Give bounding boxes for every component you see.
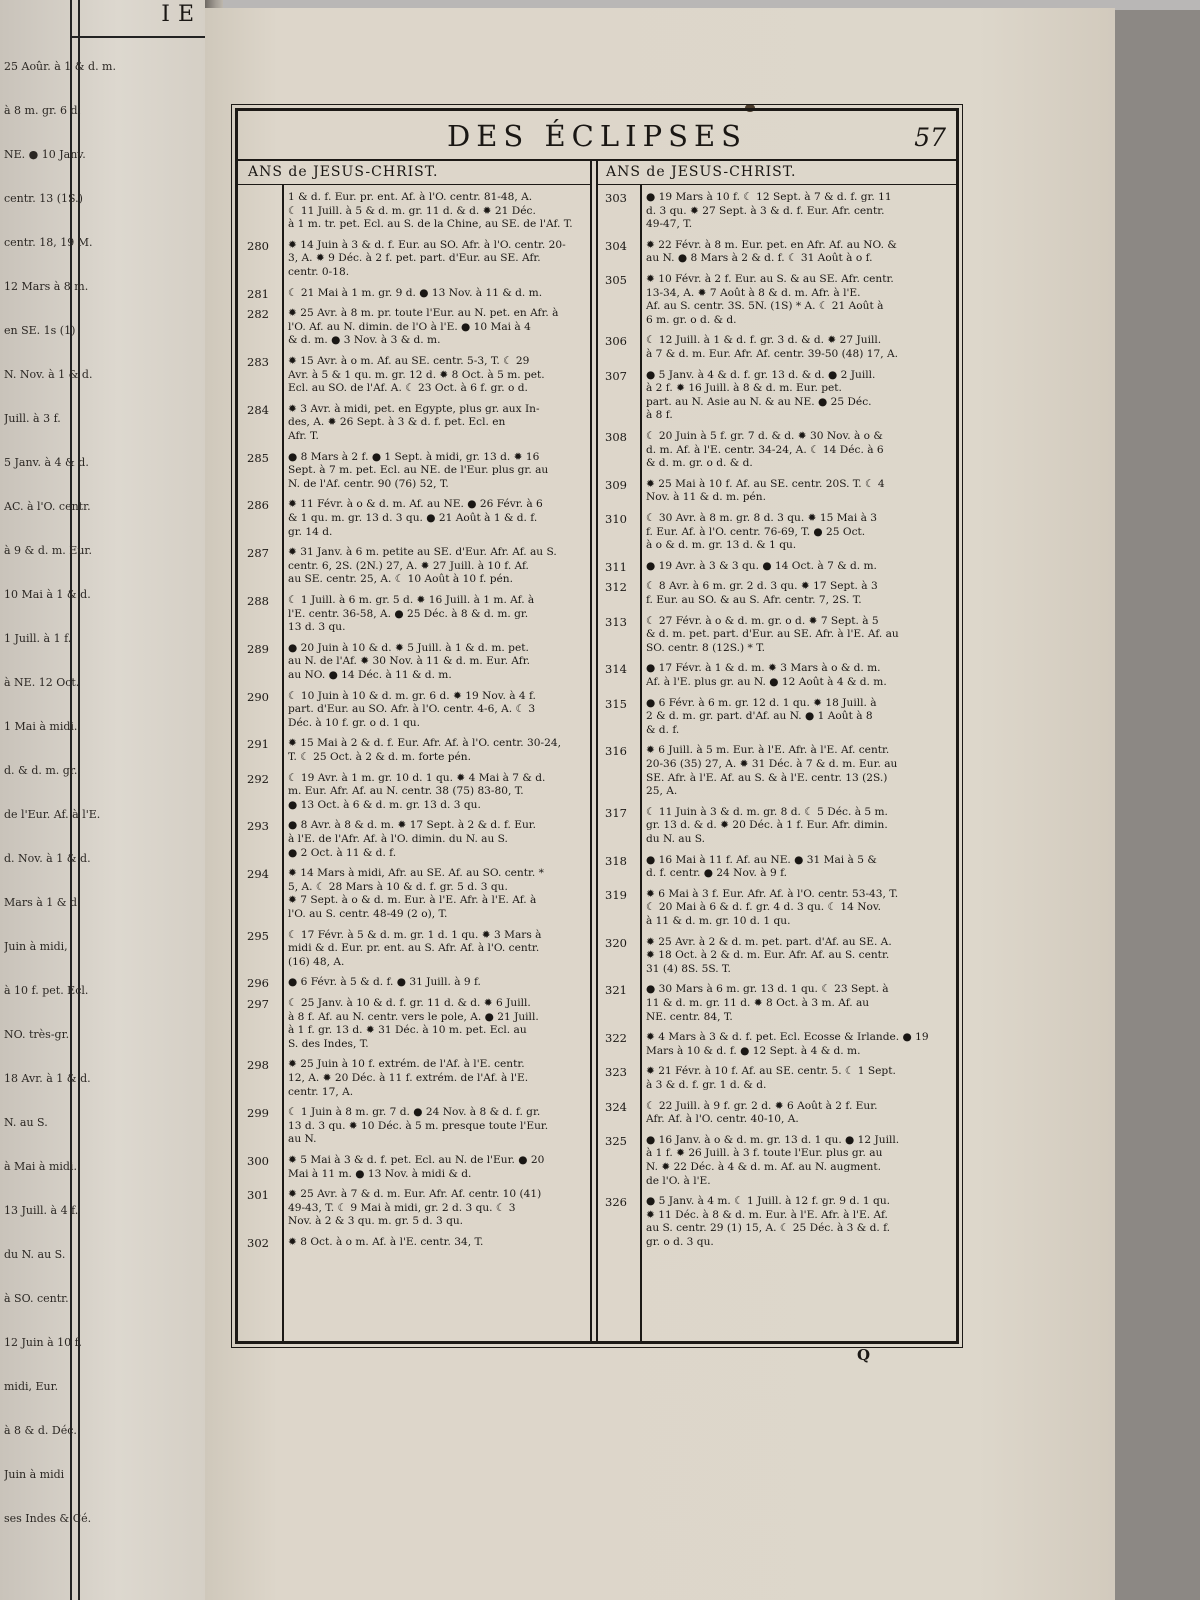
eclipse-text-line: 6 m. gr. o d. & d. [646, 313, 737, 326]
eclipse-text-line: ● 6 Févr. à 5 & d. f. ● 31 Juill. à 9 f. [288, 976, 481, 989]
year-number: 309 [605, 477, 627, 492]
facing-page [0, 0, 215, 1600]
eclipse-text-line: ☾ 27 Févr. à o & d. m. gr. o d. ✹ 7 Sept. à 5 [646, 614, 879, 627]
eclipse-text-line: 5, A. ☾ 28 Mars à 10 & d. f. gr. 5 d. 3 qu. [288, 880, 508, 893]
year-number: 300 [247, 1154, 269, 1168]
eclipse-text [288, 929, 584, 970]
eclipse-text-line: ● 19 Avr. à 3 & 3 qu. ● 14 Oct. à 7 & d. m. [646, 559, 877, 572]
eclipse-text-line: ☾ 25 Janv. à 10 & d. f. gr. 11 d. & d. ✹ 6 Juill. [288, 997, 531, 1009]
eclipse-text [288, 451, 584, 492]
eclipse-text-line: 49-47, T. [646, 218, 693, 231]
eclipse-text-line: ☾ 10 Juin à 10 & d. m. gr. 6 d. ✹ 19 Nov. à 4 f. [288, 689, 536, 702]
eclipse-text-line: m. Eur. Afr. Af. au N. centr. 38 (75) 83-80, T. [288, 785, 524, 798]
facing-page-line: N. Nov. à 1 & d. [4, 368, 93, 381]
eclipse-text-line: ✹ 6 Juill. à 5 m. Eur. à l'E. Afr. à l'E. Af. centr. [646, 744, 890, 757]
facing-page-line: à 10 f. pet. Ecl. [4, 984, 89, 997]
eclipse-text-line: d. f. centr. ● 24 Nov. à 9 f. [646, 867, 787, 880]
eclipse-text-line: au N. ● 8 Mars à 2 & d. f. ☾ 31 Août à o f. [646, 252, 873, 265]
eclipse-text-line: d. m. Af. à l'E. centr. 34-24, A. ☾ 14 Déc. à 6 [646, 443, 884, 456]
eclipse-text-line: à 1 f. gr. 13 d. ✹ 31 Déc. à 10 m. pet. Ecl. au [288, 1024, 527, 1037]
eclipse-text-line: f. Eur. Af. à l'O. centr. 76-69, T. ● 25 Oct. [646, 525, 866, 538]
year-number: 316 [605, 744, 627, 759]
eclipse-text-line: l'O. Af. au N. dimin. de l'O à l'E. ● 10 Mai à 4 [288, 320, 531, 333]
year-number: 308 [605, 430, 627, 444]
eclipse-text-line: ● 30 Mars à 6 m. gr. 13 d. 1 qu. ☾ 23 Sept. à [646, 983, 889, 996]
year-number: 319 [605, 887, 627, 902]
year-number: 289 [247, 641, 269, 656]
eclipse-text-line: ☾ 11 Juill. à 5 & d. m. gr. 11 d. & d. ✹ 21 Déc. [288, 204, 536, 217]
eclipse-text-line: ✹ 14 Juin à 3 & d. f. Eur. au SO. Afr. à l'O. centr. 20- [288, 238, 566, 251]
eclipse-text-line: ● 8 Avr. à 8 & d. m. ✹ 17 Sept. à 2 & d. f. Eur. [288, 819, 537, 832]
eclipse-text [646, 560, 950, 574]
eclipse-text [646, 478, 950, 505]
facing-page-line: de l'Eur. Af. à l'E. [4, 808, 101, 821]
facing-page-line: midi, Eur. [4, 1380, 59, 1393]
eclipse-text [288, 976, 584, 990]
right-year-rule [640, 185, 642, 1341]
eclipse-text-line: S. des Indes, T. [288, 1037, 369, 1050]
eclipse-text-line: ✹ 8 Oct. à o m. Af. à l'E. centr. 34, T. [288, 1236, 484, 1248]
facing-page-line: Mars à 1 & d. [4, 896, 81, 909]
eclipse-text [288, 642, 584, 683]
right-column [596, 159, 956, 1341]
eclipse-text-line: ✹ 25 Mai à 10 f. Af. au SE. centr. 20S. T. ☾ 4 [646, 477, 885, 490]
year-number: 304 [605, 238, 627, 253]
eclipse-text-line: ☾ 1 Juin à 8 m. gr. 7 d. ● 24 Nov. à 8 & d. f. gr. [288, 1106, 541, 1119]
eclipse-text [646, 273, 950, 327]
eclipse-text [288, 1154, 584, 1181]
eclipse-text-line: à l'E. de l'Afr. Af. à l'O. dimin. du N. au S. [288, 832, 508, 845]
year-number: 285 [247, 450, 269, 465]
title-band [238, 111, 956, 161]
eclipse-text-line: ✹ 31 Janv. à 6 m. petite au SE. d'Eur. Afr. Af. au S. [288, 546, 557, 559]
eclipse-text-line: Mars à 10 & d. f. ● 12 Sept. à 4 & d. m. [646, 1044, 861, 1057]
eclipse-text-line: ● 16 Mai à 11 f. Af. au NE. ● 31 Mai à 5 & [646, 853, 877, 866]
eclipse-text [288, 1058, 584, 1099]
facing-page-line: à 9 & d. m. Eur. [4, 544, 92, 557]
eclipse-text-line: ☾ 20 Juin à 5 f. gr. 7 d. & d. ✹ 30 Nov. à o & [646, 430, 883, 442]
eclipse-text-line: à 8 f. Af. au N. centr. vers le pole, A. ● 21 Juill. [288, 1010, 539, 1023]
eclipse-text-line: 49-43, T. ☾ 9 Mai à midi, gr. 2 d. 3 qu. ☾ 3 [288, 1201, 516, 1214]
eclipse-text-line: ✹ 11 Févr. à o & d. m. Af. au NE. ● 26 Févr. à 6 [288, 498, 543, 511]
eclipse-text-line: de l'O. à l'E. [646, 1174, 711, 1187]
facing-page-line: 12 Mars à 8 m. [4, 280, 89, 293]
year-number: 315 [605, 696, 627, 711]
facing-page-line: centr. 18, 19 M. [4, 236, 93, 249]
eclipse-text [646, 744, 950, 798]
eclipse-text-line: ✹ 25 Avr. à 7 & d. m. Eur. Afr. Af. centr. 10 (41) [288, 1188, 542, 1201]
year-number: 294 [247, 867, 269, 882]
eclipse-text-line: 13 d. 3 qu. [288, 621, 346, 634]
eclipse-text-line: ✹ 15 Avr. à o m. Af. au SE. centr. 5-3, T. ☾ 29 [288, 355, 530, 367]
eclipse-text-line: Sept. à 7 m. pet. Ecl. au NE. de l'Eur. plus gr. au [288, 464, 549, 477]
facing-page-line: AC. à l'O. centr. [4, 500, 91, 513]
eclipse-text [646, 1134, 950, 1188]
eclipse-text-line: Nov. à 2 & 3 qu. m. gr. 5 d. 3 qu. [288, 1215, 464, 1228]
eclipse-text-line: T. ☾ 25 Oct. à 2 & d. m. forte pén. [288, 750, 471, 763]
eclipse-text [288, 403, 584, 444]
eclipse-text [288, 498, 584, 539]
eclipse-text [646, 580, 950, 607]
eclipse-text [646, 512, 950, 553]
eclipse-text-line: 11 & d. m. gr. 11 d. ✹ 8 Oct. à 3 m. Af. au [646, 996, 870, 1009]
facing-page-line: à 8 m. gr. 6 d. [4, 104, 82, 117]
eclipse-text-line: ☾ 17 Févr. à 5 & d. m. gr. 1 d. 1 qu. ✹ 3 Mars à [288, 928, 542, 941]
eclipse-text-line: ✹ 18 Oct. à 2 & d. m. Eur. Afr. Af. au S. centr. [646, 949, 890, 962]
eclipse-text-line: ☾ 20 Mai à 6 & d. f. gr. 4 d. 3 qu. ☾ 14 Nov. [646, 901, 881, 914]
eclipse-text-line: ● 8 Mars à 2 f. ● 1 Sept. à midi, gr. 13 d. ✹ 16 [288, 450, 540, 463]
eclipse-text-line: ✹ 25 Juin à 10 f. extrém. de l'Af. à l'E. centr. [288, 1058, 525, 1071]
eclipse-text-line: f. Eur. au SO. & au S. Afr. centr. 7, 2S. T. [646, 593, 862, 606]
eclipse-text-line: ✹ 25 Avr. à 2 & d. m. pet. part. d'Af. au SE. A. [646, 935, 892, 948]
facing-page-line: à SO. centr. [4, 1292, 69, 1305]
facing-page-line: N. au S. [4, 1116, 48, 1129]
eclipse-text-line: centr. 6, 2S. (2N.) 27, A. ✹ 27 Juill. à 10 f. Af. [288, 559, 529, 572]
year-number: 284 [247, 402, 269, 417]
facing-page-line: NE. ● 10 Janv. [4, 148, 86, 161]
facing-page-line: 1 Juill. à 1 f. [4, 632, 72, 645]
year-number: 296 [247, 976, 269, 991]
signature-mark: Q [857, 1346, 871, 1364]
eclipse-text-line: ● 2 Oct. à 11 & d. f. [288, 846, 397, 859]
eclipse-text-line: ✹ 25 Avr. à 8 m. pr. toute l'Eur. au N. pet. en Afr. à [288, 307, 559, 320]
eclipse-text-line: Af. à l'E. plus gr. au N. ● 12 Août à 4 & d. m. [646, 675, 887, 688]
eclipse-text [646, 662, 950, 689]
eclipse-text [646, 1195, 950, 1249]
eclipse-text [646, 983, 950, 1024]
year-number: 299 [247, 1106, 269, 1121]
year-number: 286 [247, 498, 269, 513]
eclipse-text-line: ☾ 30 Avr. à 8 m. gr. 8 d. 3 qu. ✹ 15 Mai à 3 [646, 512, 878, 524]
eclipse-text [288, 690, 584, 731]
eclipse-text-line: ☾ 19 Avr. à 1 m. gr. 10 d. 1 qu. ✹ 4 Mai à 7 & d. [288, 771, 546, 784]
facing-page-line: du N. au S. [4, 1248, 66, 1261]
facing-page-line: Juin à midi, [4, 940, 68, 953]
eclipse-text-line: au SE. centr. 25, A. ☾ 10 Août à 10 f. pén. [288, 573, 513, 586]
eclipse-text-line: ● 5 Janv. à 4 & d. f. gr. 13 d. & d. ● 2 Juill. [646, 368, 876, 381]
facing-page-line: 5 Janv. à 4 & d. [4, 456, 89, 469]
eclipse-text [288, 191, 584, 232]
eclipse-text-line: à 2 f. ✹ 16 Juill. à 8 & d. m. Eur. pet. [646, 382, 842, 395]
left-year-rule [282, 185, 284, 1341]
eclipse-text [288, 1236, 584, 1250]
eclipse-text-line: midi & d. Eur. pr. ent. au S. Afr. Af. à l'O. centr. [288, 942, 540, 955]
eclipse-text-line: 13-34, A. ✹ 7 Août à 8 & d. m. Afr. à l'E. [646, 286, 861, 299]
year-number: 320 [605, 935, 627, 950]
eclipse-text-line: à 1 f. ✹ 26 Juill. à 3 f. toute l'Eur. plus gr. au [646, 1147, 883, 1160]
facing-page-line: centr. 13 (1S.) [4, 192, 83, 205]
eclipse-text-line: N. ✹ 22 Déc. à 4 & d. m. Af. au N. augment. [646, 1160, 881, 1173]
eclipse-text-line: (16) 48, A. [288, 955, 345, 968]
eclipse-text-line: du N. au S. [646, 832, 706, 845]
eclipse-text-line: ☾ 12 Juill. à 1 & d. f. gr. 3 d. & d. ✹ 27 Juill. [646, 334, 882, 347]
eclipse-text-line: 13 d. 3 qu. ✹ 10 Déc. à 5 m. presque toute l'Eur. [288, 1119, 549, 1132]
eclipse-text-line: gr. o d. 3 qu. [646, 1235, 714, 1248]
facing-page-line: 25 Aoûr. à 1 & d. m. [4, 60, 116, 73]
eclipse-text-line: ● 5 Janv. à 4 m. ☾ 1 Juill. à 12 f. gr. 9 d. 1 qu. [646, 1195, 891, 1208]
eclipse-text-line: ✹ 6 Mai à 3 f. Eur. Afr. Af. à l'O. centr. 53-43, T. [646, 887, 899, 900]
eclipse-text [288, 997, 584, 1051]
eclipse-text-line: l'E. centr. 36-58, A. ● 25 Déc. à 8 & d. m. gr. [288, 607, 529, 620]
eclipse-text-line: part. d'Eur. au SO. Afr. à l'O. centr. 4-6, A. ☾ 3 [288, 703, 536, 716]
eclipse-text [646, 239, 950, 266]
eclipse-text [288, 1188, 584, 1229]
right-page [205, 8, 1115, 1600]
year-number: 287 [247, 546, 269, 561]
eclipse-text-line: & d. m. gr. o d. & d. [646, 457, 753, 470]
eclipse-text-line: 1 & d. f. Eur. pr. ent. Af. à l'O. centr. 81-48, A. [288, 191, 533, 203]
eclipse-text [288, 594, 584, 635]
eclipse-text-line: SO. centr. 8 (12S.) * T. [646, 641, 765, 654]
eclipse-text-line: ☾ 8 Avr. à 6 m. gr. 2 d. 3 qu. ✹ 17 Sept. à 3 [646, 580, 878, 593]
year-number: 310 [605, 512, 627, 526]
page-number: 57 [914, 123, 946, 152]
eclipse-text [288, 737, 584, 764]
year-number: 281 [247, 286, 269, 301]
eclipse-text-line: ✹ 7 Sept. à o & d. m. Eur. à l'E. Afr. à l'E. Af. à [288, 894, 537, 907]
eclipse-text-line: Déc. à 10 f. gr. o d. 1 qu. [288, 716, 420, 729]
eclipse-text [288, 307, 584, 348]
year-number: 306 [605, 334, 627, 349]
eclipse-text [288, 772, 584, 813]
eclipse-text-line: gr. 13 d. & d. ✹ 20 Déc. à 1 f. Eur. Afr. dimin. [646, 819, 888, 832]
eclipse-text-line: ● 19 Mars à 10 f. ☾ 12 Sept. à 7 & d. f. gr. 11 [646, 191, 892, 203]
eclipse-text [288, 867, 584, 921]
eclipse-text [646, 806, 950, 847]
facing-page-line: d. Nov. à 1 & d. [4, 852, 91, 865]
eclipse-text [288, 1106, 584, 1147]
eclipse-text-line: part. au N. Asie au N. & au NE. ● 25 Déc. [646, 395, 872, 408]
year-number: 307 [605, 368, 627, 383]
eclipse-text [646, 334, 950, 361]
eclipse-text-line: SE. Afr. à l'E. Af. au S. & à l'E. centr. 13 (2S.) [646, 771, 888, 784]
background-right [1115, 10, 1200, 1600]
year-number: 283 [247, 355, 269, 369]
year-number: 324 [605, 1099, 627, 1114]
year-number: 280 [247, 238, 269, 253]
eclipse-text-line: 25, A. [646, 785, 678, 798]
eclipse-text-line: ☾ 11 Juin à 3 & d. m. gr. 8 d. ☾ 5 Déc. à 5 m. [646, 805, 888, 818]
eclipse-text [646, 369, 950, 423]
eclipse-text-line: 3, A. ✹ 9 Déc. à 2 f. pet. part. d'Eur. au SE. Afr. [288, 252, 541, 265]
eclipse-text-line: ✹ 15 Mai à 2 & d. f. Eur. Afr. Af. à l'O. centr. 30-24, [288, 737, 561, 750]
eclipse-text-line: Avr. à 5 & 1 qu. m. gr. 12 d. ✹ 8 Oct. à 5 m. pet. [288, 368, 545, 381]
eclipse-text-line: 12, A. ✹ 20 Déc. à 11 f. extrém. de l'Af. à l'E. [288, 1071, 529, 1084]
eclipse-text [646, 615, 950, 656]
year-number: 312 [605, 580, 627, 595]
eclipse-text-line: 31 (4) 8S. 5S. T. [646, 962, 731, 975]
eclipse-text-line: Nov. à 11 & d. m. pén. [646, 491, 766, 504]
eclipse-text-line: à 3 & d. f. gr. 1 d. & d. [646, 1078, 767, 1091]
eclipse-text-line: ● 16 Janv. à o & d. m. gr. 13 d. 1 qu. ● 12 Juill. [646, 1133, 900, 1146]
year-number: 292 [247, 771, 269, 786]
eclipse-text-line: ✹ 22 Févr. à 8 m. Eur. pet. en Afr. Af. au NO. & [646, 238, 897, 251]
eclipse-text-line: à 8 f. [646, 409, 673, 422]
left-column-header: ANS de JESUS-CHRIST. [238, 159, 590, 185]
facing-page-line: NO. très-gr. [4, 1028, 70, 1041]
year-number: 295 [247, 928, 269, 943]
eclipse-text [288, 546, 584, 587]
eclipse-text-line: & d. m. ● 3 Nov. à 3 & d. m. [288, 334, 441, 347]
eclipse-text-line: 2 & d. m. gr. part. d'Af. au N. ● 1 Août à 8 [646, 710, 873, 723]
eclipse-text-line: Mai à 11 m. ● 13 Nov. à midi & d. [288, 1167, 472, 1180]
eclipse-text-line: centr. 17, A. [288, 1085, 354, 1098]
eclipse-text-line: & d. f. [646, 723, 680, 736]
eclipse-text-line: l'O. au S. centr. 48-49 (2 o), T. [288, 907, 448, 920]
page-title: DES ÉCLIPSES [447, 119, 747, 153]
eclipse-text-line: au N. [288, 1133, 317, 1146]
facing-page-line: Juin à midi [4, 1468, 65, 1481]
facing-page-line: 13 Juill. à 4 f. [4, 1204, 79, 1217]
eclipse-text-line: au S. centr. 29 (1) 15, A. ☾ 25 Déc. à 3 & d. f. [646, 1222, 891, 1235]
year-number: 322 [605, 1031, 627, 1046]
year-number: 305 [605, 273, 627, 287]
year-number: 298 [247, 1058, 269, 1073]
eclipse-text-line: ✹ 5 Mai à 3 & d. f. pet. Ecl. au N. de l'Eur. ● 20 [288, 1154, 545, 1166]
eclipse-text-line: gr. 14 d. [288, 525, 333, 538]
eclipse-text-line: N. de l'Af. centr. 90 (76) 52, T. [288, 477, 449, 490]
eclipse-text-line: ✹ 4 Mars à 3 & d. f. pet. Ecl. Ecosse & Irlande. ● 19 [646, 1031, 929, 1044]
eclipse-text-line: ✹ 3 Avr. à midi, pet. en Egypte, plus gr. aux In- [288, 402, 540, 415]
eclipse-text-line: au NO. ● 14 Déc. à 11 & d. m. [288, 668, 452, 681]
year-number: 314 [605, 662, 627, 677]
eclipse-text-line: centr. 0-18. [288, 265, 350, 278]
year-number: 288 [247, 594, 269, 608]
eclipse-text-line: au N. de l'Af. ✹ 30 Nov. à 11 & d. m. Eur. Afr. [288, 655, 530, 668]
eclipse-text-line: ● 20 Juin à 10 & d. ✹ 5 Juill. à 1 & d. m. pet. [288, 641, 529, 654]
year-number: 290 [247, 689, 269, 704]
eclipse-text-line: ● 6 Févr. à 6 m. gr. 12 d. 1 qu. ✹ 18 Juill. à [646, 696, 877, 709]
year-number: 302 [247, 1236, 269, 1250]
year-number: 291 [247, 737, 269, 752]
year-number: 301 [247, 1188, 269, 1203]
eclipse-text-line: à 1 m. tr. pet. Ecl. au S. de la Chine, au SE. de l'Af. T. [288, 218, 573, 231]
eclipse-text [646, 697, 950, 738]
right-column-header: ANS de JESUS-CHRIST. [596, 159, 956, 185]
eclipse-text-line: ✹ 21 Févr. à 10 f. Af. au SE. centr. 5. ☾ 1 Sept. [646, 1065, 896, 1078]
eclipse-text-line: & d. m. pet. part. d'Eur. au SE. Afr. à l'E. Af. au [646, 628, 899, 641]
facing-page-header: IE [70, 0, 210, 38]
facing-page-line: 1 Mai à midi. [4, 720, 78, 733]
year-number: 282 [247, 307, 269, 322]
eclipse-text [646, 1100, 950, 1127]
eclipse-text-line: ☾ 1 Juill. à 6 m. gr. 5 d. ✹ 16 Juill. à 1 m. Af. à [288, 594, 535, 606]
year-number: 323 [605, 1065, 627, 1080]
year-number: 303 [605, 191, 627, 205]
eclipse-text [288, 239, 584, 280]
eclipse-text [646, 1031, 950, 1058]
eclipse-text-line: NE. centr. 84, T. [646, 1010, 733, 1023]
eclipse-text-line: Afr. T. [288, 429, 319, 442]
facing-page-line: à Mai à midi. [4, 1160, 77, 1173]
year-number: 325 [605, 1133, 627, 1148]
facing-page-line: Juill. à 3 f. [4, 412, 61, 425]
year-number: 321 [605, 983, 627, 998]
eclipse-text [646, 854, 950, 881]
eclipse-text [646, 191, 950, 232]
year-number: 317 [605, 805, 627, 820]
eclipse-text-line: ☾ 21 Mai à 1 m. gr. 9 d. ● 13 Nov. à 11 & d. m. [288, 286, 543, 299]
year-number: 297 [247, 997, 269, 1011]
eclipse-text-line: ● 17 Févr. à 1 & d. m. ✹ 3 Mars à o & d. m. [646, 662, 881, 675]
eclipse-text-line: ● 13 Oct. à 6 & d. m. gr. 13 d. 3 qu. [288, 798, 481, 811]
eclipse-text-line: des, A. ✹ 26 Sept. à 3 & d. f. pet. Ecl. en [288, 416, 506, 429]
eclipse-text-line: & 1 qu. m. gr. 13 d. 3 qu. ● 21 Août à 1 & d. f. [288, 511, 538, 524]
facing-page-line: à 8 & d. Déc. [4, 1424, 77, 1437]
eclipse-text [646, 888, 950, 929]
eclipse-text-line: ☾ 22 Juill. à 9 f. gr. 2 d. ✹ 6 Août à 2 f. Eur. [646, 1099, 878, 1112]
year-number: 293 [247, 819, 269, 834]
year-number: 326 [605, 1195, 627, 1210]
facing-page-line: ses Indes & Cé. [4, 1512, 92, 1525]
facing-page-line: 10 Mai à 1 & d. [4, 588, 91, 601]
eclipse-text-line: ✹ 14 Mars à midi, Afr. au SE. Af. au SO. centr. * [288, 867, 544, 880]
year-number: 313 [605, 614, 627, 629]
eclipse-text [646, 936, 950, 977]
facing-page-line: 18 Avr. à 1 & d. [4, 1072, 91, 1085]
facing-page-line: en SE. 1s (1) [4, 324, 76, 337]
eclipse-text-line: à o & d. m. gr. 13 d. & 1 qu. [646, 539, 797, 552]
eclipse-text [646, 430, 950, 471]
facing-page-line: 12 Juin à 10 f. [4, 1336, 82, 1349]
eclipse-text-line: ✹ 11 Déc. à 8 & d. m. Eur. à l'E. Afr. à l'E. Af. [646, 1208, 888, 1221]
left-column [238, 159, 590, 1341]
facing-page-line: à NE. 12 Oct. [4, 676, 80, 689]
eclipse-text-line: Af. au S. centr. 3S. 5N. (1S) * A. ☾ 21 Août à [646, 300, 884, 313]
eclipse-text [288, 287, 584, 301]
eclipse-text-line: Ecl. au SO. de l'Af. A. ☾ 23 Oct. à 6 f. gr. o d. [288, 382, 528, 395]
eclipse-text [288, 819, 584, 860]
year-number: 311 [605, 559, 627, 574]
eclipse-text-line: à 7 & d. m. Eur. Afr. Af. centr. 39-50 (48) 17, A. [646, 347, 899, 360]
eclipse-text-line: ✹ 10 Févr. à 2 f. Eur. au S. & au SE. Afr. centr. [646, 273, 894, 285]
eclipse-text [646, 1065, 950, 1092]
eclipse-text-line: d. 3 qu. ✹ 27 Sept. à 3 & d. f. Eur. Afr. centr. [646, 204, 885, 217]
table-frame [235, 108, 959, 1344]
year-number: 318 [605, 853, 627, 868]
eclipse-text-line: à 11 & d. m. gr. 10 d. 1 qu. [646, 914, 791, 927]
eclipse-text [288, 355, 584, 396]
eclipse-text-line: Afr. Af. à l'O. centr. 40-10, A. [646, 1113, 799, 1126]
eclipse-text-line: 20-36 (35) 27, A. ✹ 31 Déc. à 7 & d. m. Eur. au [646, 757, 898, 770]
facing-page-line: d. & d. m. gr. [4, 764, 78, 777]
